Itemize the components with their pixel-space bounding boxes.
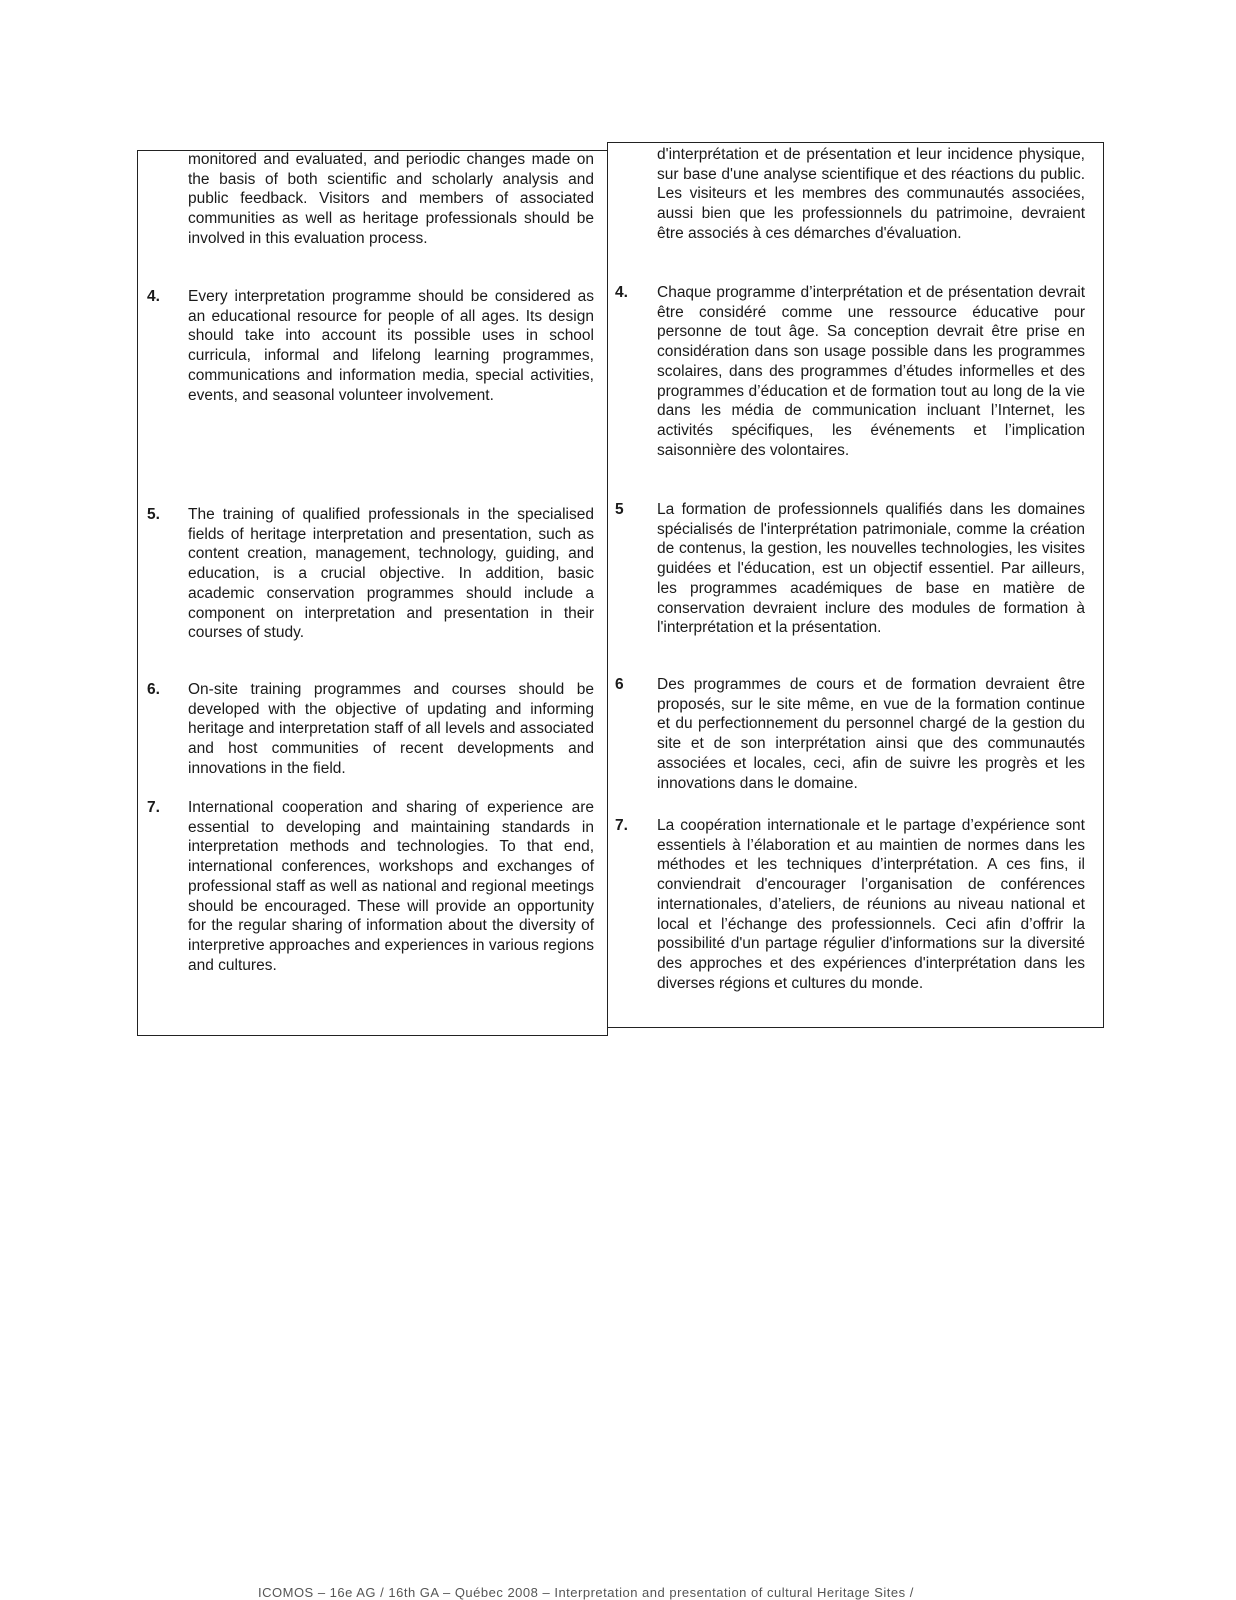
item-number: 7. — [147, 799, 160, 816]
item-number: 5. — [147, 506, 160, 523]
paragraph-text: La formation de professionnels qualifiés dans les domaines spécialisés de l'interprétation patrimoniale, comme la création de contenus, la gestion, les nouvelles technologies, les visites guidées et l'éducation, est un objectif essentiel. Par ailleurs, les programmes académiques de base en matière de conservation devraient inclure des modules de formation à l'interprétation et la présentation. — [657, 501, 1085, 637]
table-border-bottom-left — [137, 1035, 607, 1036]
table-border-left — [137, 150, 138, 1036]
table-border-top-right — [607, 142, 1104, 143]
page-footer: ICOMOS – 16e AG / 16th GA – Québec 2008 – Interpretation and presentation of cultural Heritage Sites / — [258, 1585, 914, 1600]
item-number: 6 — [615, 676, 624, 693]
table-column-divider — [607, 142, 608, 1036]
paragraph-text: International cooperation and sharing of experience are essential to developing and maintaining standards in interpretation methods and technologies. To that end, international conferences, workshops and exchanges of professional staff as well as national and regional meetings should be encouraged. These will provide an opportunity for the regular sharing of information about the diversity of interpretive approaches and experiences in various regions and cultures. — [188, 799, 594, 974]
paragraph-text: d'interprétation et de présentation et leur incidence physique, sur base d'une analyse scientifique et des réactions du public. Les visiteurs et les membres des communautés associées, aussi bien que les professionnels du patrimoine, devraient être associés à ces démarches d'évaluation. — [657, 146, 1085, 242]
item-number: 4. — [147, 288, 160, 305]
item-number: 5 — [615, 501, 624, 518]
paragraph-text: Chaque programme d’interprétation et de présentation devrait être considéré comme une ressource éducative pour personne de tout âge. Sa conception devrait être prise en considération dans son usage possible dans les programmes scolaires, dans des programmes d’études informelles et des programmes d’éducation et de formation tout au long de la vie dans les média de communication incluant l’Internet, les activités spécifiques, les événements et l’implication saisonnière des volontaires. — [657, 284, 1085, 459]
paragraph-text: The training of qualified professionals in the specialised fields of heritage interpretation and presentation, such as content creation, management, technology, guiding, and education, is a crucial objective. In addition, basic academic conservation programmes should include a component on interpretation and presentation in their courses of study. — [188, 506, 594, 642]
bilingual-table — [137, 142, 1104, 1036]
paragraph-text: On-site training programmes and courses should be developed with the objective of updating and informing heritage and interpretation staff of all levels and associated and host communities of recent developments and innovations in the field. — [188, 681, 594, 777]
table-border-bottom-right — [607, 1027, 1104, 1028]
paragraph-text: Des programmes de cours et de formation devraient être proposés, sur le site même, en vue de la formation continue et du perfectionnement du personnel chargé de la gestion du site et de son interprétation ainsi que des communautés associées et locales, ceci, afin de suivre les progrès et les innovations dans le domaine. — [657, 676, 1085, 792]
table-border-right — [1103, 142, 1104, 1028]
paragraph-text: monitored and evaluated, and periodic changes made on the basis of both scientific and scholarly analysis and public feedback. Visitors and members of associated communities as well as heritage professionals should be involved in this evaluation process. — [188, 151, 594, 247]
paragraph-text: Every interpretation programme should be considered as an educational resource for people of all ages. Its design should take into account its possible uses in school curricula, informal and lifelong learning programmes, communications and information media, special activities, events, and seasonal volunteer involvement. — [188, 288, 594, 404]
item-number: 7. — [615, 817, 628, 834]
paragraph-text: La coopération internationale et le partage d’expérience sont essentiels à l’élaboration et au maintien de normes dans les méthodes et les techniques d’interprétation. A ces fins, il conviendrait d'encourager l’organisation de conférences internationales, d’ateliers, de réunions au niveau national et local et l’échange des professionnels. Ceci afin d’offrir la possibilité d'un partage régulier d'informations sur la diversité des approches et des expériences d'interprétation dans les diverses régions et cultures du monde. — [657, 817, 1085, 992]
item-number: 4. — [615, 284, 628, 301]
item-number: 6. — [147, 681, 160, 698]
